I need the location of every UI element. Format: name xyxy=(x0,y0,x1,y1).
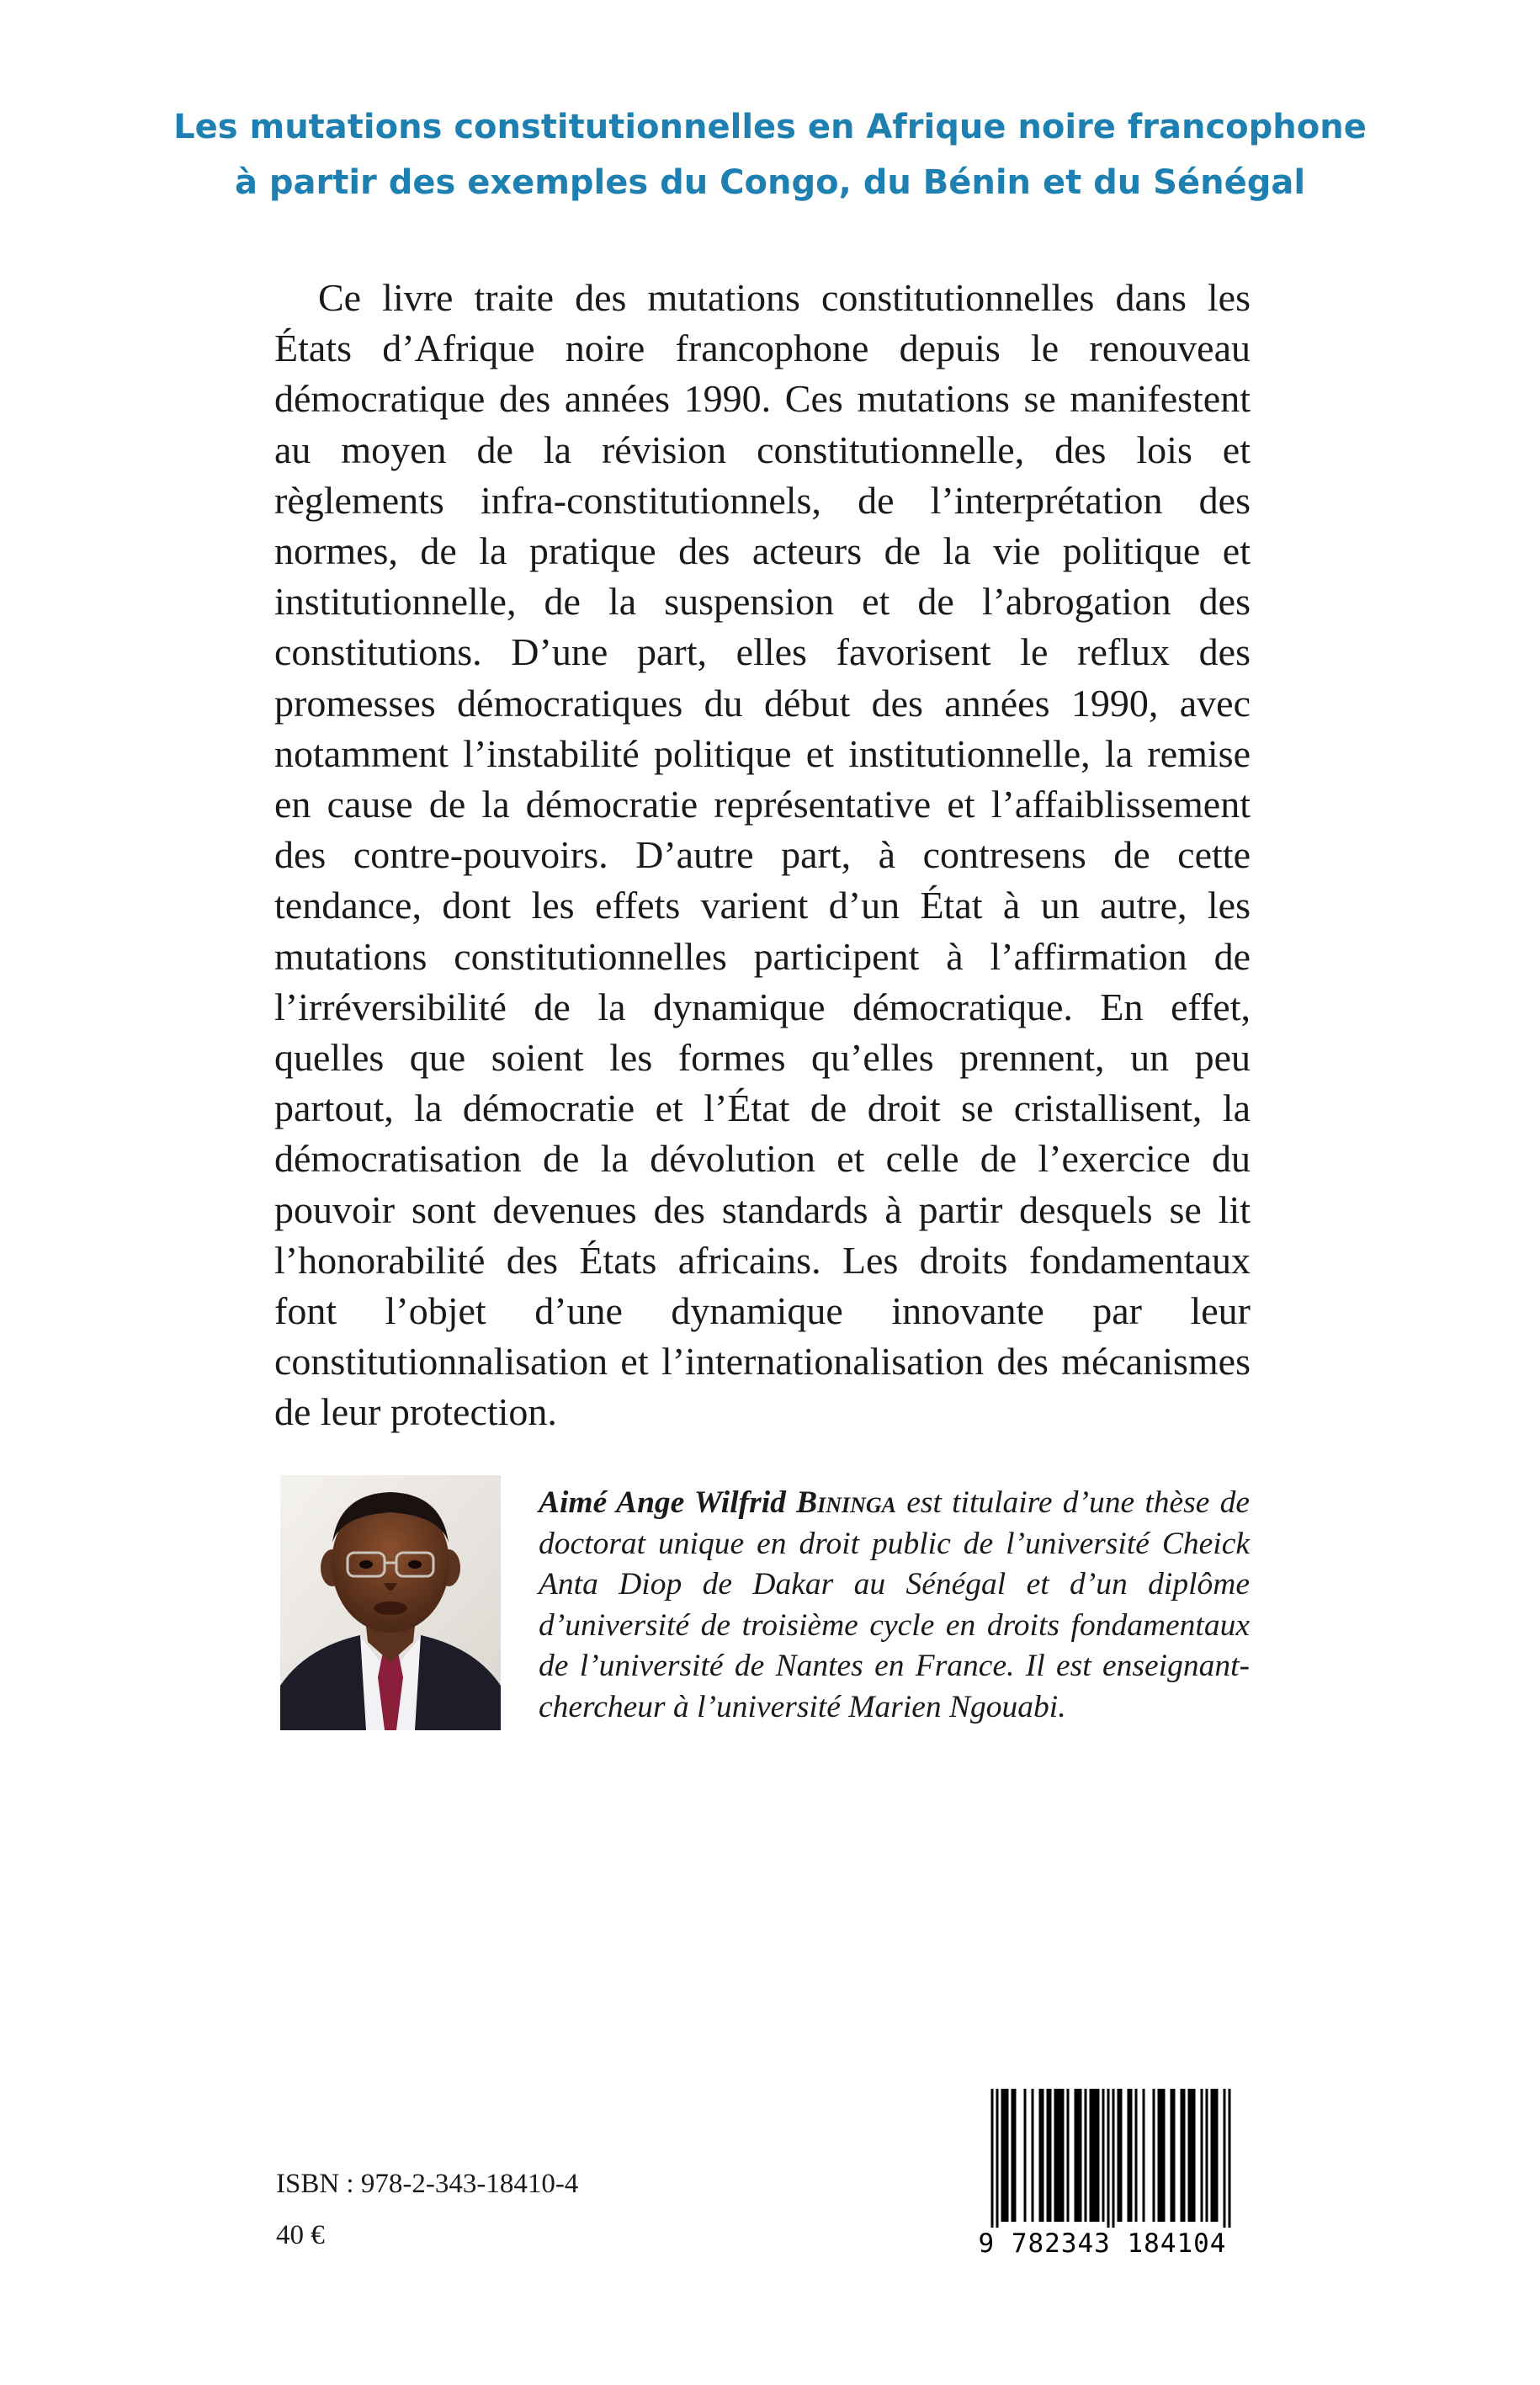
barcode xyxy=(948,2089,1256,2269)
barcode-bar xyxy=(1032,2089,1034,2222)
barcode-bar xyxy=(1173,2089,1176,2222)
barcode-bar xyxy=(1006,2089,1009,2222)
barcode-bar xyxy=(1062,2089,1065,2222)
barcode-digits: 9 782343 184104 xyxy=(978,2228,1227,2259)
barcode-bar xyxy=(1163,2089,1166,2222)
barcode-bar xyxy=(1057,2089,1059,2222)
barcode-bar xyxy=(1158,2089,1160,2222)
barcode-bar xyxy=(1047,2089,1049,2222)
book-title-line-1: Les mutations constitutionnelles en Afrique noire francophone xyxy=(173,108,1367,146)
author-surname: Bininga xyxy=(796,1485,897,1520)
barcode-bar xyxy=(1113,2089,1115,2228)
barcode-bar xyxy=(1024,2089,1027,2222)
barcode-bar xyxy=(1067,2089,1070,2222)
barcode-bar xyxy=(1001,2089,1004,2222)
barcode-bar xyxy=(1188,2089,1191,2222)
barcode-bar xyxy=(991,2089,994,2228)
barcode-bar xyxy=(1128,2089,1130,2222)
barcode-bar xyxy=(1201,2089,1203,2222)
barcode-bar xyxy=(1191,2089,1193,2222)
barcode-bar xyxy=(1206,2089,1208,2222)
barcode-bar xyxy=(1229,2089,1231,2228)
barcode-bar xyxy=(1171,2089,1173,2222)
barcode-bar xyxy=(1107,2089,1110,2228)
author-first-names: Aimé Ange Wilfrid xyxy=(539,1485,786,1520)
barcode-bar xyxy=(1092,2089,1095,2222)
barcode-bar xyxy=(1224,2089,1226,2228)
barcode-bars xyxy=(948,2089,1256,2228)
barcode-bar xyxy=(1193,2089,1196,2222)
barcode-bar xyxy=(1080,2089,1082,2222)
barcode-bar xyxy=(1143,2089,1145,2222)
barcode-bar xyxy=(1012,2089,1014,2222)
barcode-bar xyxy=(1216,2089,1219,2222)
barcode-bar xyxy=(1090,2089,1092,2222)
barcode-bar xyxy=(1120,2089,1123,2222)
book-title xyxy=(67,99,1473,210)
book-summary: Ce livre traite des mutations constitutionnelles dans les États d’Afrique noire francophone depuis le renouveau démocratique des années 1990. Ces mutations se manifestent au moyen de la révision constitutionnelle, des lois et règlements infra-constitutionnels, de l’interprétation des normes, de la pratique des acteurs de la vie politique et institutionnelle, de la suspension et de l’abrogation des constitutions. D’une part, elles favorisent le reflux des promesses démocratiques du début des années 1990, avec notamment l’instabilité politique et institutionnelle, la remise en cause de la démocratie représentative et l’affaiblissement des contre-pouvoirs. D’autre part, à contresens de cette tendance, dont les effets varient d’un État à un autre, les mutations constitutionnelles participent à l’affirmation de l’irréversibilité de la dynamique démocratique. En effet, quelles que soient les formes qu’elles prennent, un peu partout, la démocratie et l’État de droit se cristallisent, la démocratisation de la dévolution et celle de l’exercice du pouvoir sont devenues des standards à partir desquels se lit l’honorabilité des États africains. Les droits fondamentaux font l’objet d’une dynamique innovante par leur constitutionnalisation et l’internationalisation des mécanismes de leur protection. xyxy=(274,276,1251,1434)
book-title-line-2: à partir des exemples du Congo, du Bénin et du Sénégal xyxy=(234,163,1306,202)
author-bio xyxy=(539,1483,1250,1729)
barcode-bar xyxy=(996,2089,999,2228)
barcode-bar xyxy=(1095,2089,1097,2222)
isbn: ISBN : 978-2-343-18410-4 xyxy=(276,2169,579,2199)
barcode-bar xyxy=(1211,2089,1213,2222)
barcode-bar xyxy=(1181,2089,1183,2222)
barcode-bar xyxy=(1014,2089,1017,2222)
barcode-bar xyxy=(1004,2089,1006,2222)
barcode-bar xyxy=(1102,2089,1105,2222)
author-bio-text: est titulaire d’une thèse de doctorat unique en droit public de l’université Cheick Anta Diop de Dakar au Sénégal et d’un diplôme d’université de troisième cycle en droits fondamentaux de l’université de Nantes en France. Il est enseignant-chercheur à l’université Marien Ngouabi. xyxy=(539,1485,1251,1724)
author-photo xyxy=(280,1475,501,1730)
barcode-bar xyxy=(1130,2089,1133,2222)
barcode-bar xyxy=(1183,2089,1186,2222)
barcode-bar xyxy=(1049,2089,1052,2222)
barcode-bar xyxy=(1039,2089,1042,2222)
barcode-bar xyxy=(1213,2089,1216,2222)
barcode-bar xyxy=(1085,2089,1087,2222)
barcode-bar xyxy=(1160,2089,1163,2222)
barcode-bar xyxy=(1153,2089,1155,2222)
price: 40 € xyxy=(276,2220,325,2250)
barcode-bar xyxy=(1042,2089,1044,2222)
barcode-bar xyxy=(1097,2089,1100,2222)
barcode-bar xyxy=(1135,2089,1138,2222)
barcode-bar xyxy=(1077,2089,1080,2222)
barcode-bar xyxy=(1118,2089,1120,2222)
barcode-bar xyxy=(1059,2089,1062,2222)
barcode-bar xyxy=(1054,2089,1057,2222)
barcode-bar xyxy=(1075,2089,1077,2222)
